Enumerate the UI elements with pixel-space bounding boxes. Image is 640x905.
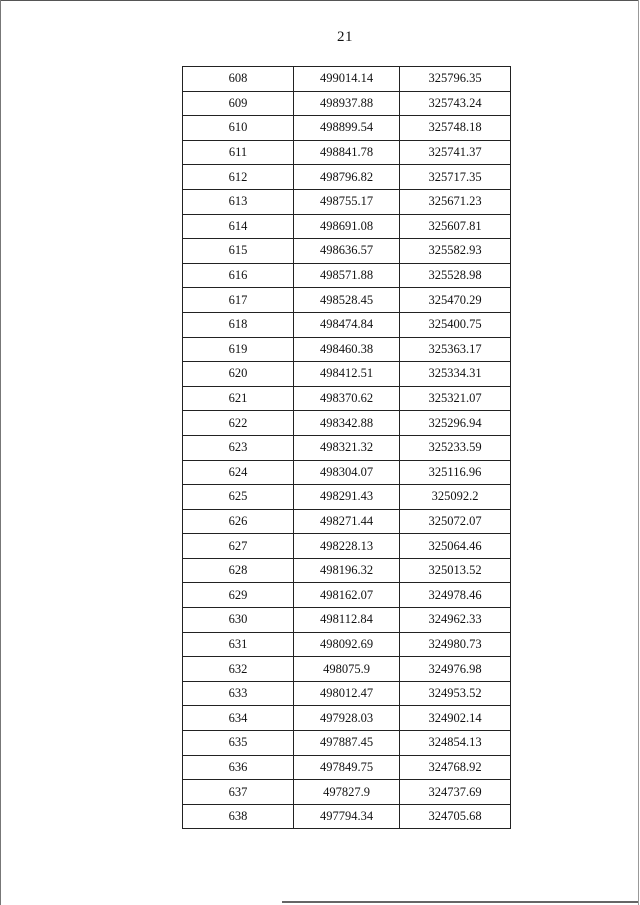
x-coordinate-cell: 498571.88 [294,263,400,288]
point-number-cell: 629 [183,583,294,608]
y-coordinate-cell: 325743.24 [400,91,511,116]
y-coordinate-cell: 324768.92 [400,755,511,780]
x-coordinate-cell: 498474.84 [294,312,400,337]
y-coordinate-cell: 324737.69 [400,780,511,805]
x-coordinate-cell: 498342.88 [294,411,400,436]
y-coordinate-cell: 324976.98 [400,657,511,682]
table-row [183,731,511,756]
x-coordinate-cell: 498271.44 [294,509,400,534]
y-coordinate-cell: 325582.93 [400,239,511,264]
x-coordinate-cell: 498012.47 [294,681,400,706]
y-coordinate-cell: 324978.46 [400,583,511,608]
y-coordinate-cell: 324980.73 [400,632,511,657]
table-row [183,214,511,239]
point-number-cell: 626 [183,509,294,534]
point-number-cell: 622 [183,411,294,436]
table-row [183,435,511,460]
y-coordinate-cell: 325013.52 [400,558,511,583]
table-row [183,337,511,362]
y-coordinate-cell: 324962.33 [400,608,511,633]
y-coordinate-cell: 325072.07 [400,509,511,534]
y-coordinate-cell: 325092.2 [400,485,511,510]
y-coordinate-cell: 324854.13 [400,731,511,756]
table-row [183,411,511,436]
y-coordinate-cell: 325363.17 [400,337,511,362]
point-number-cell: 623 [183,435,294,460]
x-coordinate-cell: 498112.84 [294,608,400,633]
table-row [183,608,511,633]
point-number-cell: 631 [183,632,294,657]
point-number-cell: 610 [183,116,294,141]
table-row [183,485,511,510]
y-coordinate-cell: 325607.81 [400,214,511,239]
table-row [183,189,511,214]
point-number-cell: 630 [183,608,294,633]
point-number-cell: 614 [183,214,294,239]
x-coordinate-cell: 498796.82 [294,165,400,190]
table-row [183,509,511,534]
point-number-cell: 627 [183,534,294,559]
x-coordinate-cell: 497794.34 [294,804,400,829]
x-coordinate-cell: 498691.08 [294,214,400,239]
y-coordinate-cell: 325470.29 [400,288,511,313]
x-coordinate-cell: 498075.9 [294,657,400,682]
page-border-top [0,0,638,1]
x-coordinate-cell: 498196.32 [294,558,400,583]
coordinates-table-body [183,67,511,829]
table-row [183,780,511,805]
point-number-cell: 619 [183,337,294,362]
x-coordinate-cell: 498321.32 [294,435,400,460]
table-row [183,140,511,165]
x-coordinate-cell: 498636.57 [294,239,400,264]
y-coordinate-cell: 324902.14 [400,706,511,731]
table-row [183,755,511,780]
table-row [183,312,511,337]
table-row [183,558,511,583]
x-coordinate-cell: 497887.45 [294,731,400,756]
table-row [183,116,511,141]
point-number-cell: 613 [183,189,294,214]
page-border-bottom [282,901,638,903]
point-number-cell: 638 [183,804,294,829]
x-coordinate-cell: 498291.43 [294,485,400,510]
table-row [183,460,511,485]
table-row [183,386,511,411]
y-coordinate-cell: 325717.35 [400,165,511,190]
x-coordinate-cell: 498162.07 [294,583,400,608]
point-number-cell: 612 [183,165,294,190]
point-number-cell: 618 [183,312,294,337]
x-coordinate-cell: 498841.78 [294,140,400,165]
point-number-cell: 628 [183,558,294,583]
point-number-cell: 611 [183,140,294,165]
point-number-cell: 635 [183,731,294,756]
x-coordinate-cell: 498228.13 [294,534,400,559]
table-row [183,804,511,829]
y-coordinate-cell: 324953.52 [400,681,511,706]
y-coordinate-cell: 325796.35 [400,67,511,92]
y-coordinate-cell: 325233.59 [400,435,511,460]
table-row [183,706,511,731]
x-coordinate-cell: 498412.51 [294,362,400,387]
point-number-cell: 620 [183,362,294,387]
x-coordinate-cell: 498528.45 [294,288,400,313]
table-row [183,657,511,682]
table-row [183,583,511,608]
table-row [183,165,511,190]
table-row [183,632,511,657]
y-coordinate-cell: 325748.18 [400,116,511,141]
x-coordinate-cell: 497827.9 [294,780,400,805]
point-number-cell: 634 [183,706,294,731]
point-number-cell: 625 [183,485,294,510]
y-coordinate-cell: 325671.23 [400,189,511,214]
coordinates-table [182,66,511,829]
x-coordinate-cell: 498899.54 [294,116,400,141]
y-coordinate-cell: 325116.96 [400,460,511,485]
x-coordinate-cell: 498755.17 [294,189,400,214]
point-number-cell: 633 [183,681,294,706]
x-coordinate-cell: 497928.03 [294,706,400,731]
point-number-cell: 637 [183,780,294,805]
x-coordinate-cell: 498937.88 [294,91,400,116]
page-border-left [0,0,1,905]
point-number-cell: 615 [183,239,294,264]
point-number-cell: 636 [183,755,294,780]
x-coordinate-cell: 497849.75 [294,755,400,780]
table-row [183,288,511,313]
point-number-cell: 609 [183,91,294,116]
y-coordinate-cell: 325741.37 [400,140,511,165]
x-coordinate-cell: 499014.14 [294,67,400,92]
page-border-right [638,0,639,905]
table-row [183,681,511,706]
point-number-cell: 632 [183,657,294,682]
y-coordinate-cell: 325334.31 [400,362,511,387]
table-row [183,239,511,264]
point-number-cell: 616 [183,263,294,288]
y-coordinate-cell: 325528.98 [400,263,511,288]
x-coordinate-cell: 498370.62 [294,386,400,411]
x-coordinate-cell: 498460.38 [294,337,400,362]
point-number-cell: 617 [183,288,294,313]
y-coordinate-cell: 325296.94 [400,411,511,436]
y-coordinate-cell: 325321.07 [400,386,511,411]
x-coordinate-cell: 498092.69 [294,632,400,657]
page-number: 21 [337,29,353,45]
table-row [183,362,511,387]
y-coordinate-cell: 325400.75 [400,312,511,337]
y-coordinate-cell: 324705.68 [400,804,511,829]
table-row [183,91,511,116]
table-row [183,534,511,559]
x-coordinate-cell: 498304.07 [294,460,400,485]
point-number-cell: 608 [183,67,294,92]
table-row [183,263,511,288]
point-number-cell: 621 [183,386,294,411]
table-row [183,67,511,92]
point-number-cell: 624 [183,460,294,485]
y-coordinate-cell: 325064.46 [400,534,511,559]
